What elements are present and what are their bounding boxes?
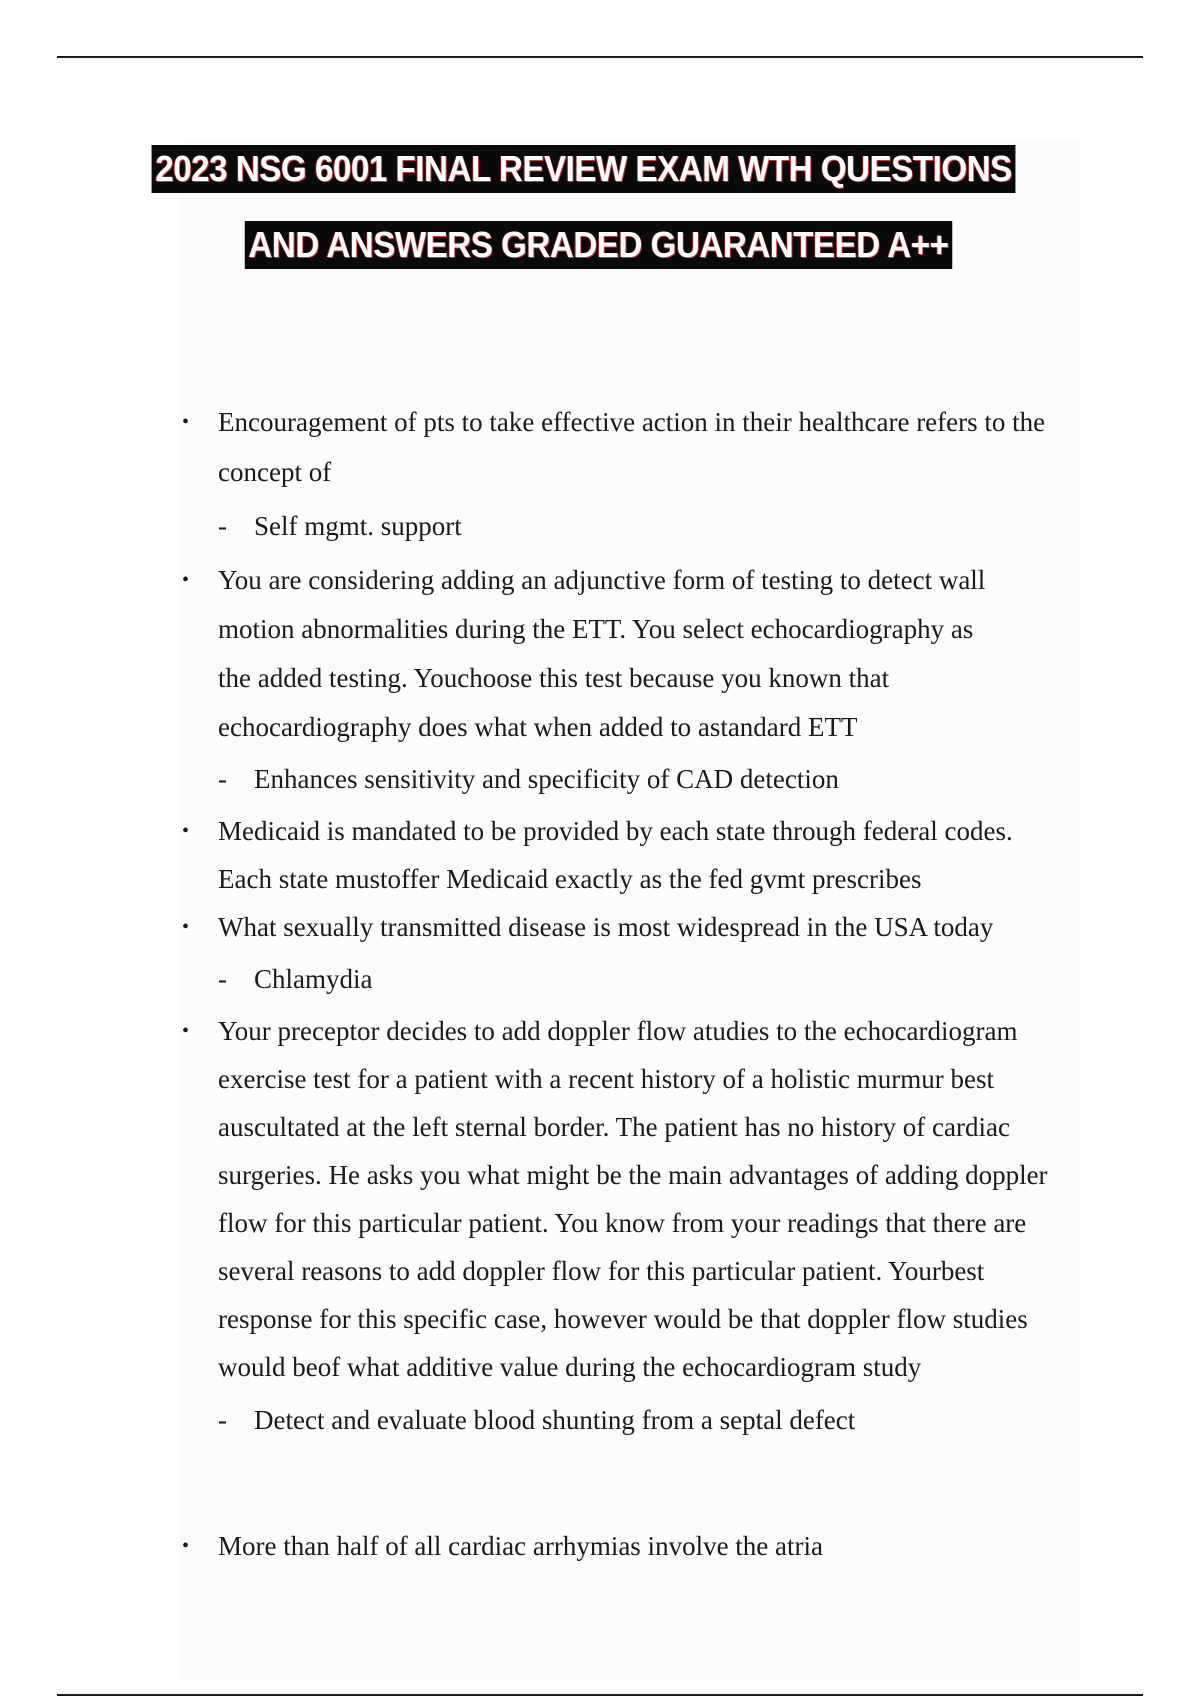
question-line: Your preceptor decides to add doppler flow atudies to the echocardiogram [218, 1016, 1018, 1046]
question-line: the added testing. Youchoose this test because you known that [218, 663, 890, 693]
bullet: • [182, 916, 190, 938]
question-line: exercise test for a patient with a recent history of a holistic murmur best [218, 1064, 994, 1094]
question-line: Each state mustoffer Medicaid exactly as the fed gvmt prescribes [218, 864, 922, 894]
question-line: surgeries. He asks you what might be the main advantages of adding doppler [218, 1160, 1048, 1190]
title-line-2: AND ANSWERS GRADED GUARANTEED A++ [244, 221, 951, 269]
top-rule [57, 56, 1143, 58]
title-line-1: 2023 NSG 6001 FINAL REVIEW EXAM WTH QUESTIONS [152, 145, 1016, 193]
question-line: would beof what additive value during the echocardiogram study [218, 1352, 922, 1382]
list-item [182, 903, 1098, 951]
question-line: flow for this particular patient. You know from your readings that there are [218, 1208, 1027, 1238]
answer-text: Self mgmt. support [254, 511, 462, 541]
list-item [182, 1007, 1098, 1391]
question-line: Encouragement of pts to take effective action in their healthcare refers to the [218, 407, 1046, 437]
question-line: You are considering adding an adjunctive form of testing to detect wall [218, 565, 986, 595]
dash: - [218, 1405, 227, 1435]
question-line: Medicaid is mandated to be provided by each state through federal codes. [218, 816, 1013, 846]
question-line: motion abnormalities during the ETT. You select echocardiography as [218, 614, 974, 644]
bullet: • [182, 820, 190, 842]
question-line: concept of [218, 457, 332, 487]
question-line: More than half of all cardiac arrhymias involve the atria [218, 1531, 823, 1561]
bullet: • [182, 569, 190, 591]
answer-text: Chlamydia [254, 964, 373, 994]
bullet: • [182, 1020, 190, 1042]
list-item [182, 807, 1098, 903]
dash: - [218, 964, 227, 994]
document-title [0, 145, 1200, 269]
answer-text: Enhances sensitivity and specificity of CAD detection [254, 764, 839, 794]
question-line: auscultated at the left sternal border. The patient has no history of cardiac [218, 1112, 1010, 1142]
question-line: echocardiography does what when added to astandard ETT [218, 712, 858, 742]
bottom-rule [57, 1694, 1143, 1696]
question-line: response for this specific case, however would be that doppler flow studies [218, 1304, 1028, 1334]
list-item [182, 556, 1098, 752]
dash: - [218, 511, 227, 541]
dash: - [218, 764, 227, 794]
question-line: What sexually transmitted disease is most widespread in the USA today [218, 912, 994, 942]
list-item [182, 398, 1098, 496]
answer-text: Detect and evaluate blood shunting from a septal defect [254, 1405, 856, 1435]
question-line: several reasons to add doppler flow for this particular patient. Yourbest [218, 1256, 985, 1286]
bullet: • [182, 1535, 190, 1557]
bullet: • [182, 411, 190, 433]
list-item [182, 1522, 1098, 1570]
